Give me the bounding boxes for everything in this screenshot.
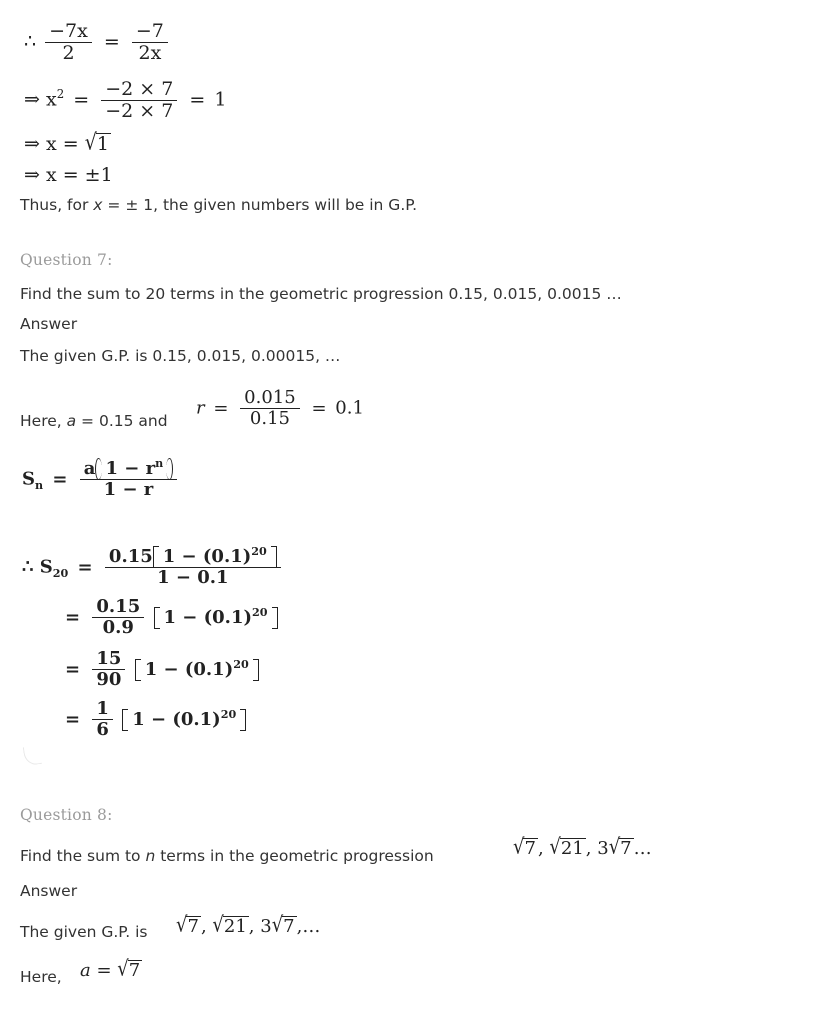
equals-sign-2: = <box>311 397 327 419</box>
numerator <box>80 457 177 480</box>
radical-sqrt-7 <box>176 912 201 938</box>
radical-sign: √ <box>117 956 129 982</box>
paren-body <box>97 457 171 479</box>
equals-sign: = <box>90 960 118 981</box>
equation-s20-step4 <box>62 700 246 739</box>
scan-artifact <box>23 745 42 766</box>
radical-sign: √ <box>271 912 284 938</box>
one-minus-point1: 1 − (0.1) <box>162 546 252 567</box>
ellipsis: ,… <box>296 916 321 937</box>
equals-sign-2: = <box>189 88 206 111</box>
denominator: 90 <box>96 669 122 690</box>
exponent-20: 20 <box>252 605 268 619</box>
fraction-minus2times7 <box>101 80 177 121</box>
fraction-ratio <box>240 389 300 428</box>
sum-symbol: S <box>39 556 53 578</box>
radical-sign: √ <box>549 834 561 860</box>
question-8-here-a-value <box>80 956 142 982</box>
exponent-20: 20 <box>251 545 267 558</box>
numerator: −2 × 7 <box>101 80 177 101</box>
equals-sign: = <box>52 468 68 490</box>
question-8-heading: Question 8: <box>20 806 113 824</box>
variable-x: x <box>45 88 57 111</box>
numerator: 1 <box>92 700 113 720</box>
implies-arrow: ⇒ <box>24 88 40 111</box>
numerator: 0.15 <box>92 598 144 618</box>
equals-sign: = <box>73 88 90 111</box>
exponent: 2 <box>56 87 65 102</box>
radical-sign: √ <box>513 834 525 860</box>
denominator: 2 <box>62 42 75 64</box>
radical-sign: √ <box>212 912 224 938</box>
radicand: 21 <box>560 838 584 859</box>
variable-x: x <box>93 196 103 214</box>
question-8-given-prefix: The given G.P. is <box>20 923 148 941</box>
radical-sqrt-7-coeff3 <box>608 834 634 860</box>
separator-2: , 3 <box>585 838 609 859</box>
formula-sum-n-terms <box>22 457 180 500</box>
one-minus-point1: 1 − (0.1) <box>144 658 234 680</box>
numerator: −7 <box>132 22 168 43</box>
one-minus-point1: 1 − (0.1) <box>132 708 221 730</box>
equation-therefore-ratio <box>24 22 171 63</box>
radical-sign: √ <box>176 912 188 938</box>
equals-sign: = <box>103 30 120 53</box>
bracket-group <box>153 545 277 567</box>
implies-arrow: ⇒ <box>24 133 40 155</box>
question-8-answer-label: Answer <box>20 882 78 900</box>
bracket-group <box>135 657 259 680</box>
denominator: 1 − 0.1 <box>157 567 229 588</box>
exponent-20: 20 <box>233 657 249 671</box>
separator-1: , <box>200 916 213 937</box>
question-8-given-gp <box>176 912 321 938</box>
radicand: 1 <box>96 133 109 155</box>
radical-sign: √ <box>608 834 621 860</box>
radical-sqrt-1 <box>84 129 111 156</box>
subscript-n: n <box>35 479 44 493</box>
here-value: = 0.15 and <box>76 412 168 430</box>
numerator: 0.015 <box>240 389 300 409</box>
equation-s20-step2 <box>62 598 278 637</box>
variable-n: n <box>145 847 156 865</box>
sum-symbol: S <box>22 468 35 490</box>
fraction-sn <box>80 457 177 500</box>
equation-s20-step3 <box>62 650 259 689</box>
equals-sign: = <box>65 708 81 730</box>
variable-a: a <box>80 960 91 981</box>
denominator: 0.9 <box>102 617 134 638</box>
equation-x-equals-plusminus1 <box>24 166 113 185</box>
fraction-step1 <box>105 545 281 588</box>
x-equals: x = <box>45 133 79 155</box>
prompt-text-after: terms in the geometric progression <box>155 847 434 865</box>
here-prefix: Here, <box>20 412 67 430</box>
ratio-value: 0.1 <box>335 397 364 419</box>
bracket-body <box>137 657 257 680</box>
bracket-group <box>122 707 246 730</box>
denominator: −2 × 7 <box>105 100 174 122</box>
bracket-body <box>124 707 244 730</box>
separator-1: , <box>537 838 550 859</box>
equation-x-squared <box>24 80 226 121</box>
prompt-text-before: Find the sum to <box>20 847 146 865</box>
result-value: 1 <box>214 88 227 111</box>
bracket-body <box>156 605 276 628</box>
radical-sign: √ <box>84 129 97 156</box>
one-minus-r: 1 − r <box>105 458 156 479</box>
paren-group <box>95 457 173 479</box>
equation-s20-step1 <box>22 545 284 588</box>
fraction-minus7x-over-2 <box>45 22 92 63</box>
question-7-given-gp: The given G.P. is 0.15, 0.015, 0.00015, … <box>20 347 341 365</box>
equals-sign: = <box>65 606 81 628</box>
separator-2: , 3 <box>248 916 272 937</box>
radical-sqrt-21 <box>212 912 248 938</box>
question-7-prompt: Find the sum to 20 terms in the geometric progression 0.15, 0.015, 0.0015 … <box>20 285 622 303</box>
variable-a: a <box>66 412 77 430</box>
numerator <box>105 545 281 568</box>
question-8-prompt <box>20 847 434 866</box>
equals-sign: = <box>65 658 81 680</box>
radicand: 7 <box>524 838 536 859</box>
numerator: 15 <box>92 650 125 670</box>
radicand: 21 <box>223 916 247 937</box>
equals-sign: = <box>77 556 93 578</box>
equation-common-ratio <box>196 389 364 428</box>
therefore-symbol: ∴ <box>24 30 37 53</box>
equation-x-equals-sqrt1 <box>24 129 111 156</box>
fraction-1-over-6 <box>92 700 113 739</box>
denominator: 0.15 <box>249 408 290 429</box>
question-7-heading: Question 7: <box>20 251 113 269</box>
radicand: 7 <box>283 916 295 937</box>
q6-conclusion <box>20 196 417 215</box>
radical-sqrt-7 <box>513 834 538 860</box>
denominator: 2x <box>138 42 162 64</box>
exponent-n: n <box>155 457 164 470</box>
ratio-symbol: r <box>196 397 205 419</box>
fraction-15-over-90 <box>92 650 125 689</box>
denominator: 6 <box>96 719 109 740</box>
question-8-prompt-gp <box>513 834 652 860</box>
question-8-here-label: Here, <box>20 968 62 986</box>
subscript-20: 20 <box>52 567 69 581</box>
one-minus-point1: 1 − (0.1) <box>163 606 252 628</box>
numerator: −7x <box>45 22 92 43</box>
radicand: 7 <box>187 916 199 937</box>
conclusion-text-after: = ± 1, the given numbers will be in G.P. <box>102 196 418 214</box>
coefficient: 0.15 <box>108 546 153 567</box>
radical-sqrt-7 <box>117 956 142 982</box>
question-7-here-line <box>20 412 168 431</box>
question-7-answer-label: Answer <box>20 315 78 333</box>
exponent-20: 20 <box>220 707 237 721</box>
bracket-body <box>155 545 275 567</box>
x-equals-plusminus-one: x = ±1 <box>45 164 113 186</box>
radicand: 7 <box>128 960 141 981</box>
coefficient-a: a <box>83 458 96 479</box>
conclusion-text-before: Thus, for <box>20 196 94 214</box>
fraction-minus7-over-2x <box>132 22 168 63</box>
fraction-015-over-09 <box>92 598 144 637</box>
radical-sqrt-7-coeff3 <box>271 912 297 938</box>
ellipsis: … <box>633 838 652 859</box>
radicand: 7 <box>620 838 632 859</box>
implies-arrow: ⇒ <box>24 164 40 186</box>
bracket-group <box>154 605 278 628</box>
radical-sqrt-21 <box>549 834 585 860</box>
equals-sign: = <box>213 397 229 419</box>
denominator: 1 − r <box>103 479 154 500</box>
therefore-symbol: ∴ <box>22 556 34 578</box>
